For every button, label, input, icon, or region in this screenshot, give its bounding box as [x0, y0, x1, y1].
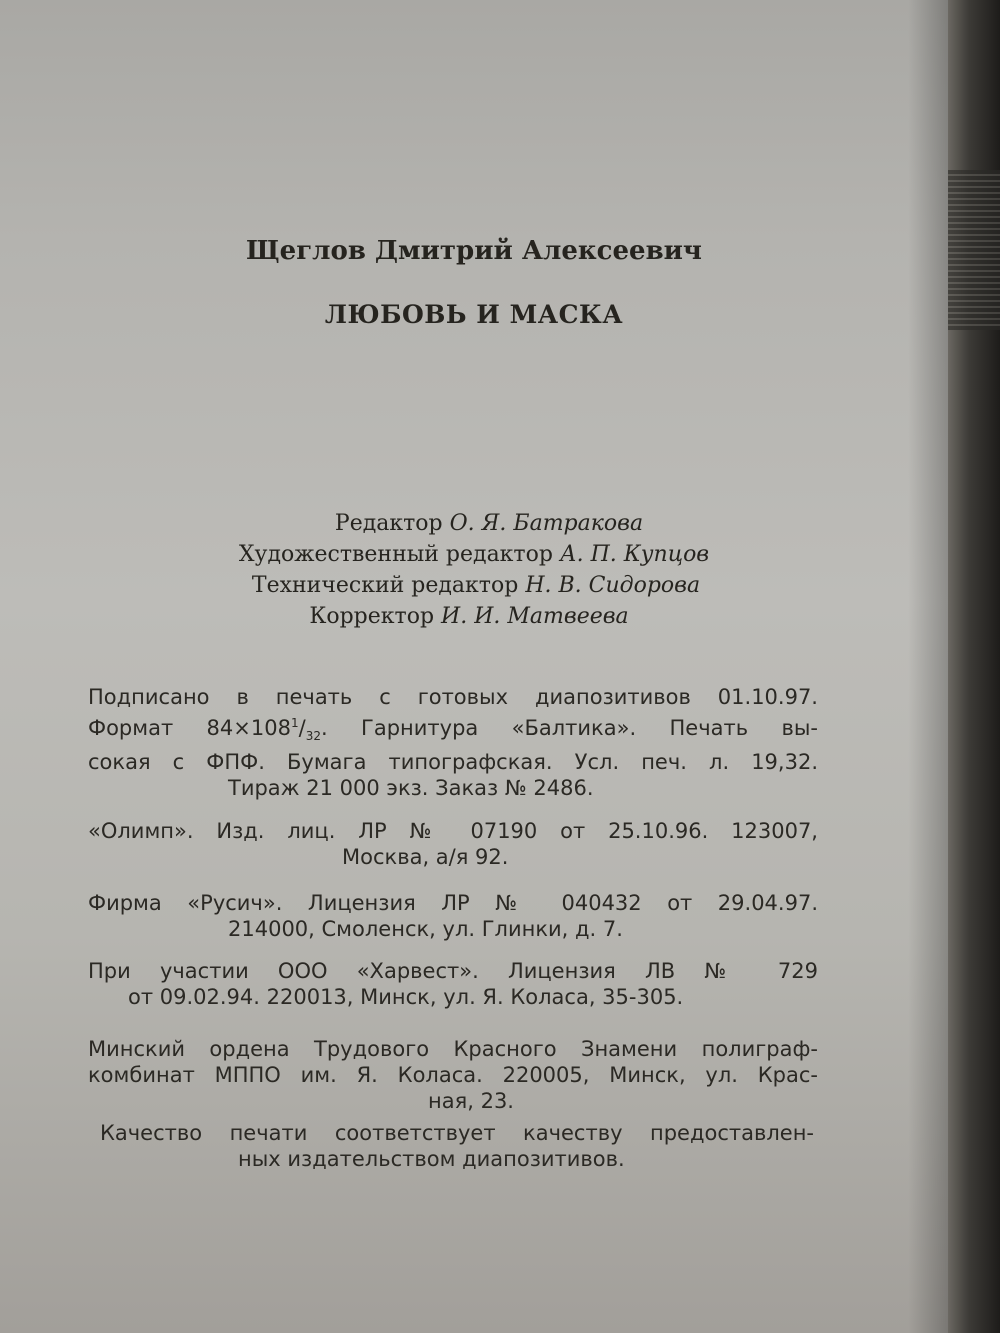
format-text: . Гарнитура «Балтика». Печать вы- [320, 716, 818, 740]
staff-name: И. И. Матвеева [441, 604, 629, 629]
print-details [88, 684, 818, 801]
staff-role: Редактор [334, 511, 443, 536]
imprint-line: ная, 23. [428, 1089, 514, 1113]
quality-note [100, 1120, 814, 1172]
author-name: Щеглов Дмитрий Алексеевич [246, 236, 702, 266]
staff-name: А. П. Купцов [559, 542, 710, 567]
format-sub: 32 [305, 729, 321, 744]
staff-role: Технический редактор [251, 573, 519, 598]
staff-role: Художественный редактор [238, 542, 553, 567]
print-line: Тираж 21 000 экз. Заказ № 2486. [228, 776, 594, 801]
printing-house [88, 1036, 818, 1114]
publisher-rusich [88, 890, 818, 942]
editorial-staff [0, 508, 948, 632]
staff-role: Корректор [309, 604, 435, 629]
imprint-line: Минский ордена Трудового Красного Знамени полиграф- [88, 1037, 818, 1061]
staff-proofreader [0, 601, 948, 632]
staff-editor [30, 508, 948, 539]
print-line: сокая с ФПФ. Бумага типографская. Усл. печ. л. 19,32. [88, 750, 818, 775]
imprint-line: Качество печати соответствует качеству предоставлен- [100, 1121, 814, 1145]
format-text: 108 [250, 716, 291, 740]
imprint-line: Фирма «Русич». Лицензия ЛР № 040432 от 29.04.97. [88, 891, 818, 915]
staff-name: Н. В. Сидорова [525, 573, 701, 598]
background-edge [948, 0, 1000, 1333]
imprint-line: комбинат МППО им. Я. Коласа. 220005, Минск, ул. Крас- [88, 1063, 818, 1087]
imprint-line: Москва, а/я 92. [342, 845, 509, 869]
imprint-line: 214000, Смоленск, ул. Глинки, д. 7. [228, 917, 623, 941]
format-times: × [233, 716, 251, 740]
staff-art-editor [0, 539, 948, 570]
format-sup: 1 [290, 716, 299, 730]
imprint-line: «Олимп». Изд. лиц. ЛР № 07190 от 25.10.96. 123007, [88, 819, 818, 843]
staff-name: О. Я. Батракова [449, 511, 644, 536]
print-line: Подписано в печать с готовых диапозитивов 01.10.97. [88, 685, 818, 709]
publisher-olimp [88, 818, 818, 870]
imprint-line: При участии ООО «Харвест». Лицензия ЛВ № 729 [88, 959, 818, 983]
publisher-harvest [88, 958, 818, 1010]
print-line: Формат $84\times 108^1/_{32}$. Гарнитура «Балтика». Печать вы- [88, 716, 818, 744]
imprint-line: от 09.02.94. 220013, Минск, ул. Я. Коласа, 35-305. [128, 985, 684, 1009]
imprint-line: ных издательством диапозитивов. [238, 1147, 625, 1171]
staff-tech-editor [4, 570, 948, 601]
book-title: ЛЮБОВЬ И МАСКА [324, 300, 624, 329]
format-text: Формат 84 [88, 716, 234, 740]
